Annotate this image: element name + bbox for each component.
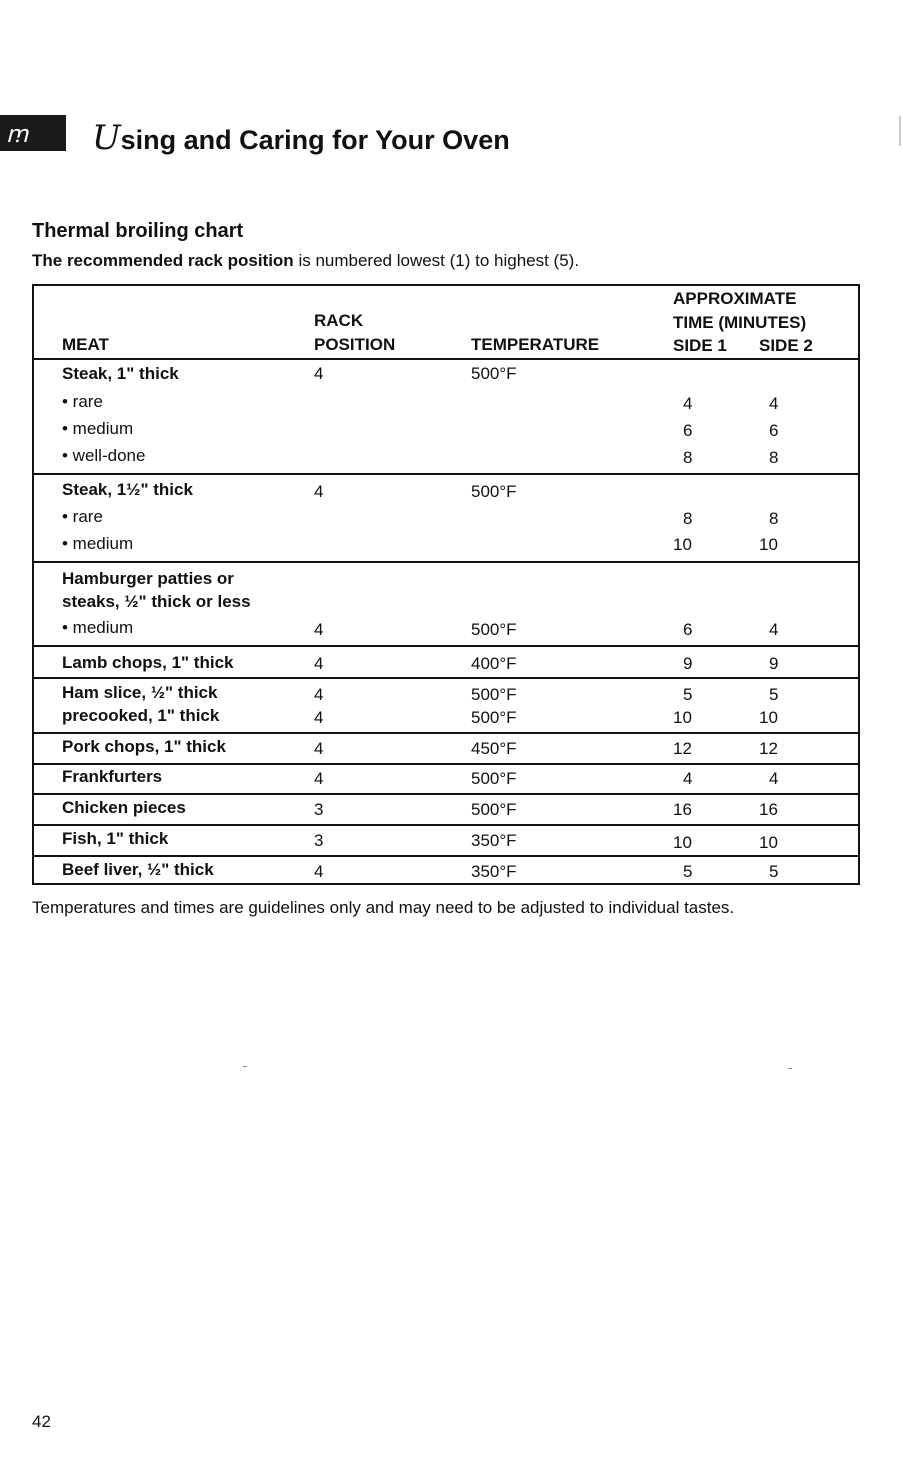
row-temp: 500°F	[471, 364, 517, 383]
page-number: 42	[32, 1412, 51, 1431]
row-doneness: • medium	[62, 618, 134, 637]
row-side2: 10	[759, 833, 778, 852]
header-side2: SIDE 2	[759, 336, 813, 355]
header-side1: SIDE 1	[673, 336, 727, 355]
row-name-cont: steaks, ½" thick or less	[62, 592, 251, 611]
row-name: Steak, 1½" thick	[62, 480, 193, 499]
row-temp: 500°F	[471, 620, 517, 639]
row-temp: 450°F	[471, 739, 517, 758]
rule	[34, 358, 858, 360]
row-rack: 4	[314, 482, 324, 501]
row-side2: 10	[759, 535, 778, 554]
row-doneness: • medium	[62, 534, 134, 553]
header-temperature: TEMPERATURE	[471, 335, 600, 354]
row-name: Chicken pieces	[62, 798, 186, 817]
row-rack: 4	[314, 620, 324, 639]
row-doneness: • rare	[62, 507, 103, 526]
row-name: Steak, 1" thick	[62, 364, 179, 383]
row-rack: 3	[314, 831, 324, 850]
heading-initial: U	[92, 118, 121, 158]
row-side2: 5	[769, 685, 779, 704]
row-side2: 8	[769, 448, 779, 467]
intro-bold-2: rack position	[187, 251, 294, 270]
row-side1: 9	[683, 654, 693, 673]
row-doneness: • medium	[62, 419, 134, 438]
row-side2: 12	[759, 739, 778, 758]
row-side2: 4	[769, 620, 779, 639]
row-temp: 500°F	[471, 685, 517, 704]
row-side1: 4	[683, 394, 693, 413]
row-rack: 3	[314, 800, 324, 819]
row-side2: 16	[759, 800, 778, 819]
rule	[34, 793, 858, 795]
intro-text	[32, 251, 579, 271]
row-rack: 4	[314, 708, 324, 727]
row-name: Hamburger patties or	[62, 569, 234, 588]
header-meat: MEAT	[62, 335, 109, 354]
row-name: Lamb chops, 1" thick	[62, 653, 234, 672]
intro-bold-1: The recommended	[32, 251, 184, 270]
row-side2: 6	[769, 421, 779, 440]
row-side1: 10	[673, 535, 692, 554]
row-temp: 350°F	[471, 862, 517, 881]
row-temp: 500°F	[471, 708, 517, 727]
rule	[34, 855, 858, 857]
row-name: Ham slice, ½" thick	[62, 683, 218, 702]
scan-speck	[788, 1068, 792, 1069]
edge-mark	[899, 116, 901, 146]
rule	[34, 473, 858, 475]
row-rack: 4	[314, 364, 324, 383]
row-side1: 10	[673, 833, 692, 852]
header-rack: RACK	[314, 311, 364, 330]
rule	[34, 763, 858, 765]
row-side1: 4	[683, 769, 693, 788]
row-temp: 500°F	[471, 769, 517, 788]
row-rack: 4	[314, 654, 324, 673]
row-side1: 8	[683, 448, 693, 467]
heading-rest: sing and Caring for Your Oven	[120, 125, 510, 155]
row-side1: 6	[683, 421, 693, 440]
rule	[34, 824, 858, 826]
row-side2: 5	[769, 862, 779, 881]
row-rack: 4	[314, 769, 324, 788]
row-temp: 500°F	[471, 482, 517, 501]
row-rack: 4	[314, 862, 324, 881]
row-name: precooked, 1" thick	[62, 706, 220, 725]
rule	[34, 677, 858, 679]
rule	[34, 645, 858, 647]
row-side2: 4	[769, 769, 779, 788]
header-time: TIME (MINUTES)	[673, 313, 807, 332]
row-temp: 400°F	[471, 654, 517, 673]
row-side1: 5	[683, 685, 693, 704]
row-side2: 8	[769, 509, 779, 528]
header-approximate: APPROXIMATE	[673, 289, 797, 308]
row-side2: 9	[769, 654, 779, 673]
broiling-chart-table	[32, 284, 860, 885]
rule	[34, 732, 858, 734]
row-doneness: • well-done	[62, 446, 146, 465]
row-side1: 16	[673, 800, 692, 819]
page-heading	[92, 118, 510, 158]
row-side1: 8	[683, 509, 693, 528]
row-rack: 4	[314, 739, 324, 758]
row-side1: 5	[683, 862, 693, 881]
row-doneness: • rare	[62, 392, 103, 411]
row-temp: 500°F	[471, 800, 517, 819]
row-side1: 6	[683, 620, 693, 639]
row-side1: 10	[673, 708, 692, 727]
header-position: POSITION	[314, 335, 396, 354]
row-side1: 12	[673, 739, 692, 758]
scan-speck	[243, 1066, 247, 1067]
row-name: Pork chops, 1" thick	[62, 737, 226, 756]
row-name: Beef liver, ½" thick	[62, 860, 214, 879]
row-name: Fish, 1" thick	[62, 829, 169, 848]
section-title: Thermal broiling chart	[32, 220, 244, 242]
row-side2: 4	[769, 394, 779, 413]
rule	[34, 561, 858, 563]
row-name: Frankfurters	[62, 767, 163, 786]
footnote: Temperatures and times are guidelines only and may need to be adjusted to individual tastes.	[32, 898, 735, 917]
row-temp: 350°F	[471, 831, 517, 850]
section-logo-icon: ꭑ	[0, 115, 66, 151]
intro-rest: is numbered lowest (1) to highest (5).	[298, 251, 580, 270]
row-side2: 10	[759, 708, 778, 727]
row-rack: 4	[314, 685, 324, 704]
